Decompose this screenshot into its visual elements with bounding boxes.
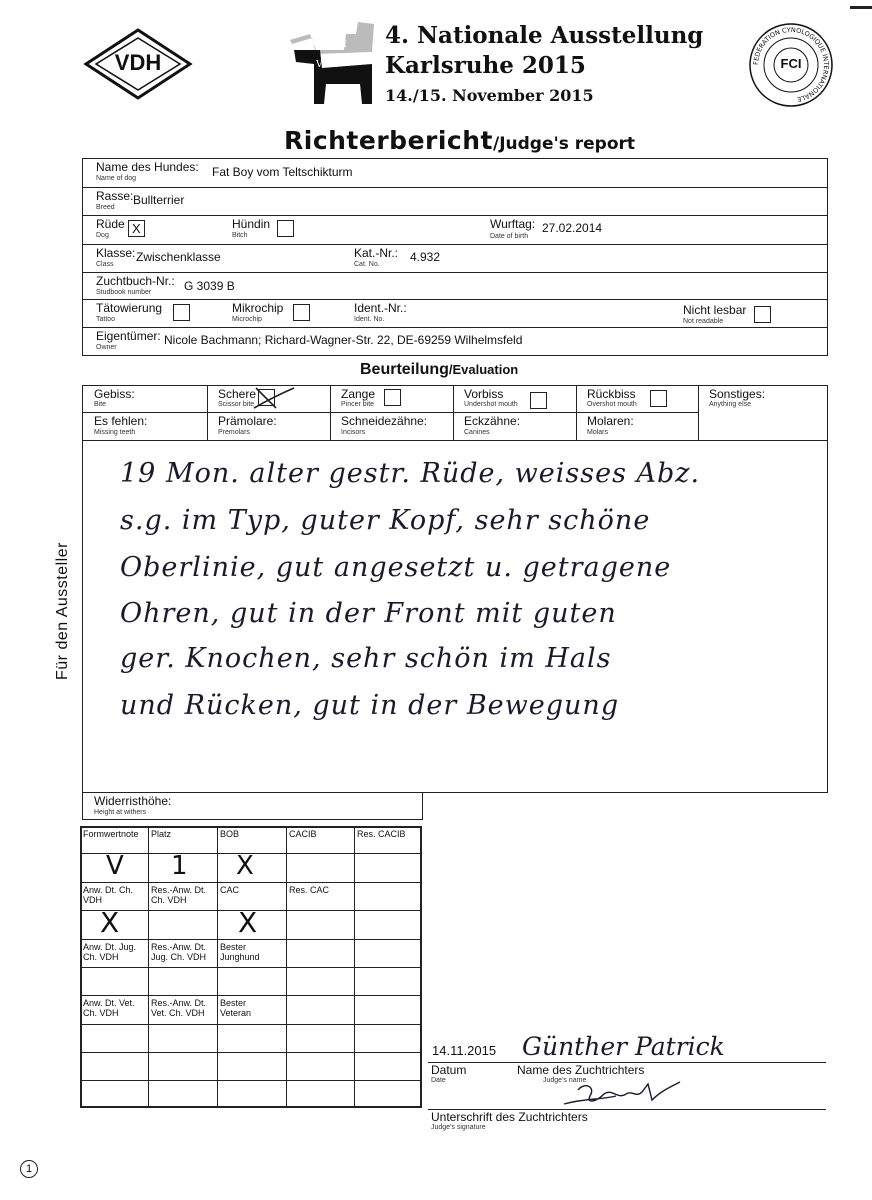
scan-edge-bar [850,6,872,9]
breed-sub: Breed [96,204,115,211]
cac-mark: X [238,906,258,939]
platz-mark: 1 [171,851,188,881]
judge-name-handwritten: Günther Patrick [522,1032,725,1061]
cat-sub: Cat. No. [354,261,380,268]
fci-logo-center: FCI [780,56,802,71]
withers-sub: Height at withers [94,809,147,816]
award-res-cac: Res. CAC [289,885,330,895]
owner-sub: Owner [96,344,117,351]
dog-name-label: Name des Hundes: [96,160,199,174]
female-sub: Bitch [232,232,248,239]
page-number: 1 [25,1163,33,1175]
birth-value: 27.02.2014 [542,221,603,235]
owner-value: Nicole Bachmann; Richard-Wagner-Str. 22, DE-69259 Wilhelmsfeld [164,333,523,347]
evaluation-line: 19 Mon. alter gestr. Rüde, weisses Abz. [120,458,701,489]
cat-value: 4.932 [410,250,441,264]
undershot-sub: Undershot mouth [464,401,518,408]
missing-sub: Missing teeth [94,429,136,436]
bite-label: Gebiss: [94,387,135,401]
tattoo-label: Tätowierung [96,301,163,315]
award-anw-dt-ch: Anw. Dt. Ch. VDH [83,885,134,905]
overshot-checkbox[interactable] [650,390,667,407]
evaluation-line: und Rücken, gut in der Bewegung [120,690,620,721]
unreadable-label: Nicht lesbar [683,303,747,317]
award-res-anw-dt-ch: Res.-Anw. Dt. Ch. VDH [151,885,207,905]
award-cac: CAC [220,885,240,895]
class-sub: Class [96,261,114,268]
unreadable-checkbox[interactable] [754,306,771,323]
dog-logo-vdh: VDH [316,60,338,70]
owner-label: Eigentümer: [96,329,161,343]
incisors-label: Schneidezähne: [341,414,428,428]
scissor-sub: Scissor bite [218,401,255,408]
judge-name-label: Name des Zuchtrichters [517,1063,645,1077]
evaluation-line: s.g. im Typ, guter Kopf, sehr schöne [120,505,651,536]
male-sub: Dog [96,232,109,239]
breed-value: Bullterrier [133,193,185,207]
canines-label: Eckzähne: [464,414,521,428]
evaluation-heading-main: Beurteilung [360,361,449,378]
tattoo-sub: Tattoo [96,316,116,323]
canines-sub: Canines [464,429,490,436]
signature-label: Unterschrift des Zuchtrichters [431,1110,588,1124]
award-formwertnote: Formwertnote [83,829,139,839]
show-location: Karlsruhe 2015 [385,52,586,79]
undershot-label: Vorbiss [464,387,504,401]
male-label: Rüde [96,217,125,231]
dog-logo-fci: FCI [330,40,347,50]
studbook-value: G 3039 B [184,279,235,293]
bob-mark: X [236,851,254,881]
award-res-anw-dt-vet-ch: Res.-Anw. Dt. Vet. Ch. VDH [151,998,207,1018]
fci-ring-text: FEDERATION CYNOLOGIQUE INTERNATIONALE [751,25,831,104]
award-bester-junghund: Bester Junghund [220,942,260,962]
scissor-check-mark [250,382,296,412]
ident-sub: Ident. No. [354,316,385,323]
birth-label: Wurftag: [490,217,536,231]
award-res-cacib: Res. CACIB [357,829,406,839]
signature-sub: Judge's signature [431,1124,486,1131]
award-cacib: CACIB [289,829,317,839]
pincer-sub: Pincer bite [341,401,375,408]
award-bester-veteran: Bester Veteran [220,998,252,1018]
scissor-label: Schere [218,387,257,401]
award-anw-dt-jug-ch: Anw. Dt. Jug. Ch. VDH [83,942,137,962]
date-value: 14.11.2015 [432,1043,497,1058]
evaluation-line: Oberlinie, gut angesetzt u. getragene [120,552,672,583]
incisors-sub: Incisors [341,429,366,436]
award-bob: BOB [220,829,240,839]
bite-sub: Bite [94,401,107,408]
class-value: Zwischenklasse [136,250,221,264]
judge-name-sub: Judge's name [543,1077,587,1084]
premolars-label: Prämolare: [218,414,277,428]
anw-dt-ch-mark: X [100,906,120,939]
pincer-checkbox[interactable] [384,389,401,406]
other-label: Sonstiges: [709,387,766,401]
breed-label: Rasse: [96,189,134,203]
formwertnote-mark: V [106,851,124,881]
female-label: Hündin [232,217,271,231]
studbook-sub: Studbook number [96,289,152,296]
chip-label: Mikrochip [232,301,284,315]
molars-label: Molaren: [587,414,634,428]
class-label: Klasse: [96,246,136,260]
female-checkbox[interactable] [277,220,294,237]
ident-label: Ident.-Nr.: [354,301,407,315]
vdh-logo-text: VDH [114,50,162,75]
withers-label: Widerristhöhe: [94,794,172,808]
award-anw-dt-vet-ch: Anw. Dt. Vet. Ch. VDH [83,998,135,1018]
molars-sub: Molars [587,429,609,436]
birth-sub: Date of birth [490,233,529,240]
show-date: 14./15. November 2015 [385,86,594,105]
pincer-label: Zange [341,387,376,401]
dog-name-value: Fat Boy vom Teltschikturm [212,165,353,179]
chip-sub: Microchip [232,316,262,323]
cat-label: Kat.-Nr.: [354,246,399,260]
award-res-anw-dt-jug-ch: Res.-Anw. Dt. Jug. Ch. VDH [151,942,207,962]
studbook-label: Zuchtbuch-Nr.: [96,274,175,288]
page-number-badge [20,1160,38,1178]
overshot-sub: Overshot mouth [587,401,637,408]
male-checkbox-mark: X [132,221,141,236]
premolars-sub: Premolars [218,429,250,436]
evaluation-line: ger. Knochen, sehr schön im Hals [120,643,612,674]
other-sub: Anything else [709,401,752,408]
undershot-checkbox[interactable] [530,392,547,409]
tattoo-checkbox[interactable] [173,304,190,321]
unreadable-sub: Not readable [683,318,724,325]
report-title-sub: /Judge's report [493,134,636,154]
date-label: Datum [431,1063,467,1077]
show-title: 4. Nationale Ausstellung [385,22,704,49]
evaluation-heading [360,361,518,379]
report-title-main: Richterbericht [284,126,493,155]
chip-checkbox[interactable] [293,304,310,321]
dog-name-sub: Name of dog [96,175,137,182]
overshot-label: Rückbiss [587,387,636,401]
award-platz: Platz [151,829,172,839]
report-title [284,126,635,155]
evaluation-line: Ohren, gut in der Front mit guten [120,598,617,629]
side-label: Für den Aussteller [54,542,71,680]
date-sub: Date [431,1077,446,1084]
missing-label: Es fehlen: [94,414,148,428]
evaluation-heading-sub: /Evaluation [448,362,519,377]
